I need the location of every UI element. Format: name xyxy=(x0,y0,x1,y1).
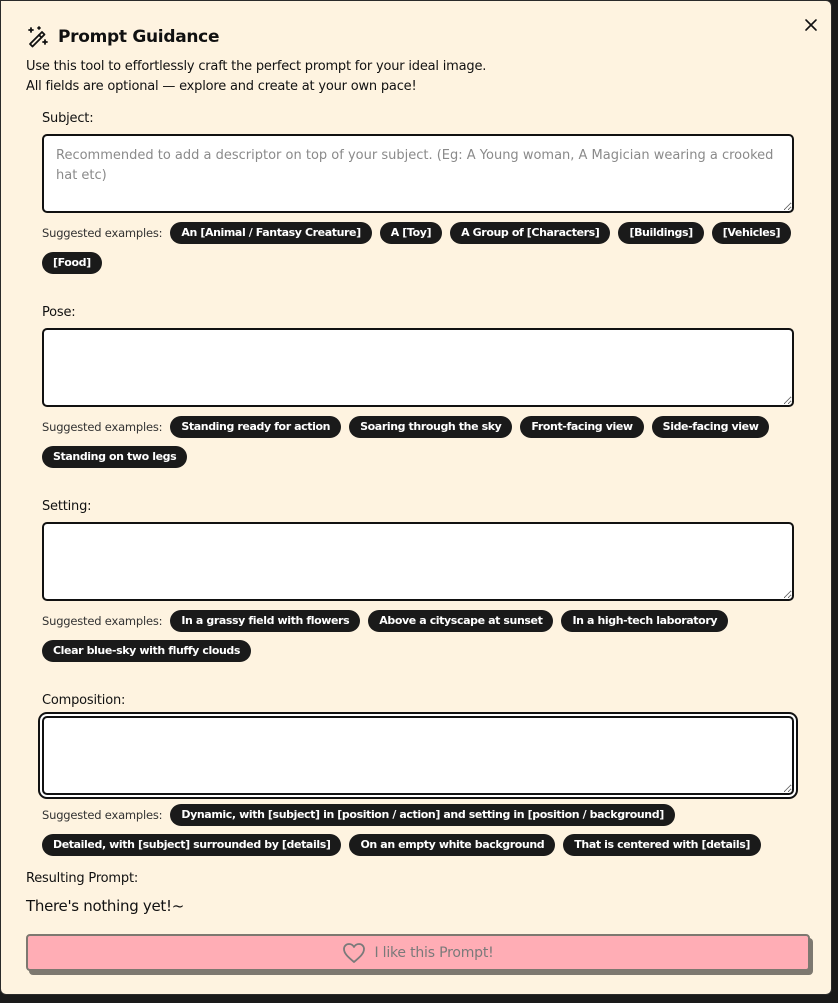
heart-icon xyxy=(342,942,366,964)
pose-examples xyxy=(42,416,802,468)
example-chip[interactable]: Above a cityscape at sunset xyxy=(368,610,553,632)
pose-input[interactable] xyxy=(42,328,794,407)
intro-line-2: All fields are optional — explore and create at your own pace! xyxy=(26,79,417,94)
example-chip[interactable]: Detailed, with [subject] surrounded by [details] xyxy=(42,834,341,856)
example-chip[interactable]: Dynamic, with [subject] in [position / action] and setting in [position / background] xyxy=(170,804,674,826)
magic-wand-icon xyxy=(26,25,50,49)
setting-label: Setting: xyxy=(42,499,92,514)
example-chip[interactable]: A Group of [Characters] xyxy=(450,222,610,244)
example-chip[interactable]: Side-facing view xyxy=(652,416,770,438)
example-chip[interactable]: A [Toy] xyxy=(380,222,442,244)
example-chip[interactable]: Soaring through the sky xyxy=(349,416,512,438)
close-icon[interactable] xyxy=(802,16,820,34)
subject-examples xyxy=(42,222,802,274)
pose-section xyxy=(42,305,794,468)
pose-label: Pose: xyxy=(42,305,76,320)
subject-section xyxy=(42,111,794,274)
composition-examples xyxy=(42,804,802,856)
example-chip[interactable]: [Food] xyxy=(42,252,102,274)
examples-label: Suggested examples: xyxy=(42,614,163,628)
like-prompt-button[interactable] xyxy=(26,934,810,971)
example-chip[interactable]: In a grassy field with flowers xyxy=(170,610,360,632)
setting-examples xyxy=(42,610,802,662)
examples-label: Suggested examples: xyxy=(42,226,163,240)
subject-input[interactable] xyxy=(42,134,794,213)
dialog-title: Prompt Guidance xyxy=(58,27,220,47)
result-text: There's nothing yet!~ xyxy=(26,897,184,915)
example-chip[interactable]: [Buildings] xyxy=(618,222,703,244)
setting-section xyxy=(42,499,794,662)
example-chip[interactable]: That is centered with [details] xyxy=(563,834,761,856)
examples-label: Suggested examples: xyxy=(42,808,163,822)
example-chip[interactable]: [Vehicles] xyxy=(712,222,791,244)
setting-input[interactable] xyxy=(42,522,794,601)
example-chip[interactable]: In a high-tech laboratory xyxy=(561,610,728,632)
example-chip[interactable]: An [Animal / Fantasy Creature] xyxy=(170,222,371,244)
example-chip[interactable]: Clear blue-sky with fluffy clouds xyxy=(42,640,251,662)
composition-section xyxy=(42,693,794,856)
subject-label: Subject: xyxy=(42,111,94,126)
dialog-header xyxy=(26,25,219,49)
result-label: Resulting Prompt: xyxy=(26,871,139,886)
example-chip[interactable]: Standing ready for action xyxy=(170,416,341,438)
like-prompt-label: I like this Prompt! xyxy=(374,944,494,961)
dialog-intro xyxy=(26,57,486,97)
composition-input[interactable] xyxy=(42,716,794,795)
examples-label: Suggested examples: xyxy=(42,420,163,434)
composition-label: Composition: xyxy=(42,693,126,708)
example-chip[interactable]: Front-facing view xyxy=(520,416,643,438)
example-chip[interactable]: On an empty white background xyxy=(349,834,555,856)
example-chip[interactable]: Standing on two legs xyxy=(42,446,187,468)
intro-line-1: Use this tool to effortlessly craft the perfect prompt for your ideal image. xyxy=(26,59,487,74)
